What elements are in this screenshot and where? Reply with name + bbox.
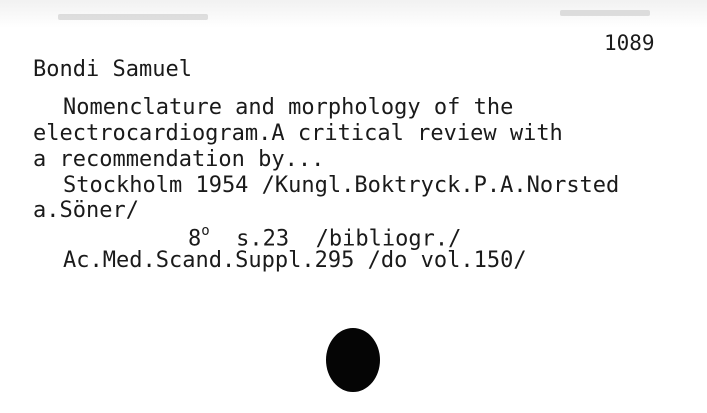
imprint-line: a.Söner/ <box>33 198 139 223</box>
format-superscript: o <box>201 223 210 239</box>
faint-mark <box>58 14 208 20</box>
format-line <box>188 223 462 252</box>
author-name: Bondi Samuel <box>33 57 192 82</box>
title-line: a recommendation by... <box>33 147 325 172</box>
title-line: electrocardiogram.A critical review with <box>33 121 563 146</box>
faint-mark <box>560 10 650 16</box>
series-line: Ac.Med.Scand.Suppl.295 /do vol.150/ <box>63 248 527 273</box>
format-size: 8 <box>188 226 202 252</box>
punch-hole <box>326 328 380 392</box>
card-number: 1089 <box>604 31 655 55</box>
format-details: s.23 /bibliogr./ <box>209 226 462 252</box>
title-line: Nomenclature and morphology of the <box>63 95 514 120</box>
imprint-line: Stockholm 1954 /Kungl.Boktryck.P.A.Norsted <box>63 173 620 198</box>
